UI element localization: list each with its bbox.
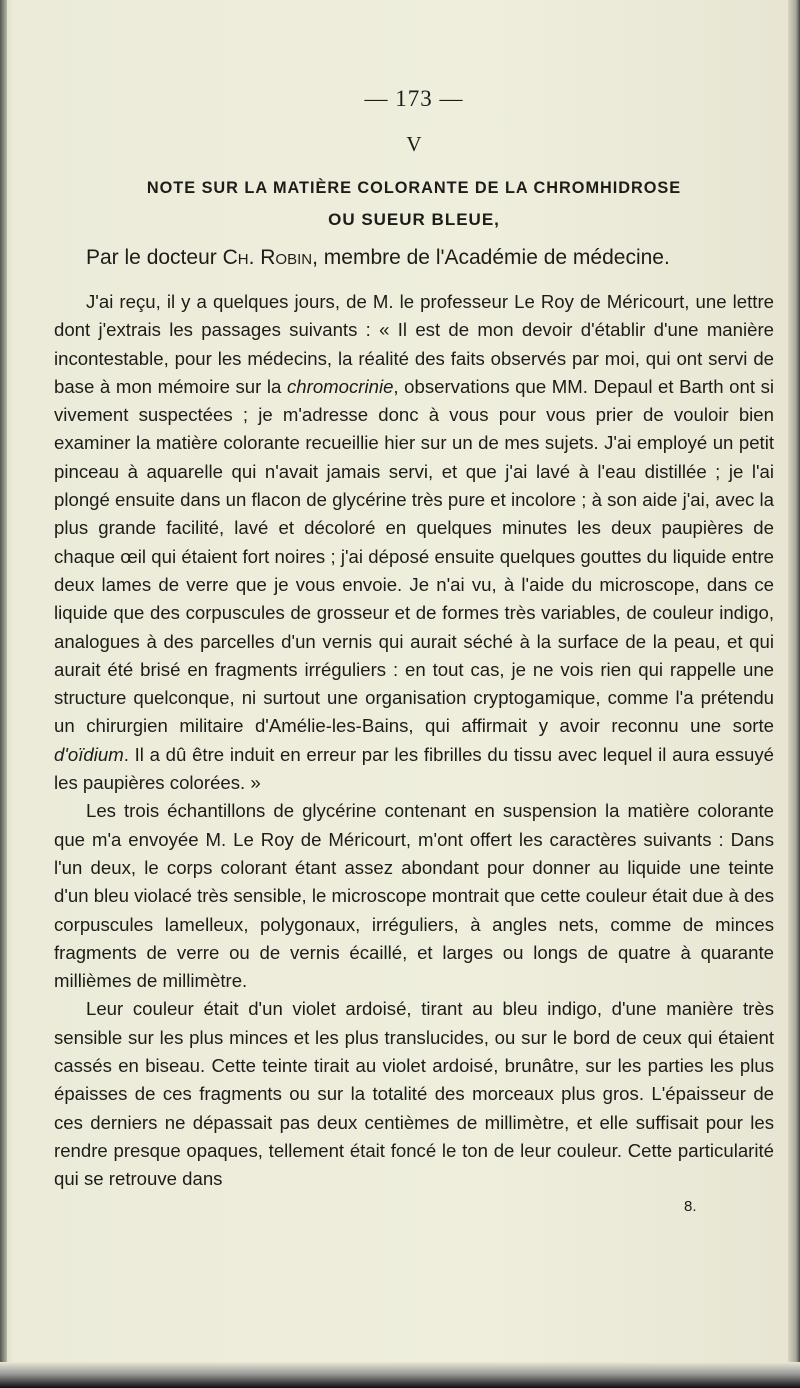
author-suffix: , membre de l'Académie de médecine.: [312, 246, 670, 269]
signature-mark: 8.: [684, 1198, 697, 1215]
paragraph-1-text-b: , observations que MM. Depaul et Barth ont si vivement suspectées ; je m'adresse donc à vous pour vous prier de vouloir bien examiner la matière colorante recueillie hier sur un de mes sujets. J'ai employé un petit pinceau à aquarelle qui n'avait jamais servi, et que j'ai lavé à l'eau distillée ; je l'ai plongé ensuite dans un flacon de glycérine très pure et incolore ; à son aide j'ai, avec la plus grande facilité, lavé et décoloré en quelques minutes les deux paupières de chaque œil qui étaient fort noires ; j'ai déposé ensuite quelques gouttes du liquide entre deux lames de verre que je vous envoie. Je n'ai vu, à l'aide du microscope, dans ce liquide que des corpuscules de grosseur et de formes très variables, de couleur indigo, analogues à des parcelles d'un vernis qui aurait séché à la surface de la peau, et qui aurait été brisé en fragments irréguliers : en tout cas, je ne vois rien qui rappelle une structure quelconque, ni surtout une organisation cryptogamique, comme l'a prétendu un chirurgien militaire d'Amélie-les-Bains, qui affirmait y avoir reconnu une sorte: [54, 375, 775, 737]
author-prefix: Par le docteur: [86, 246, 217, 269]
author-name: Ch. Robin: [222, 246, 313, 269]
author-line: [86, 246, 776, 270]
page-right-edge-shadow: [788, 0, 800, 1388]
page-bottom-edge-shadow: [0, 1362, 800, 1388]
page-number: — 173 —: [364, 86, 464, 111]
paragraph-1-italic-term-2: d'oïdium: [54, 743, 124, 765]
section-numeral: V: [406, 132, 422, 156]
note-title-line1: NOTE SUR LA MATIÈRE COLORANTE DE LA CHROMHIDROSE: [146, 178, 682, 197]
note-title-line2: OU SUEUR BLEUE,: [328, 210, 500, 229]
paragraph-1-text-a: J'ai reçu, il y a quelques jours, de M. le professeur Le Roy de Méricourt, une lettre dont j'extrais les passages suivants : « Il est de mon devoir d'établir d'une manière incontestable, pour les médecins, la réalité des faits observés par moi, qui ont servi de base à mon mémoire sur la: [54, 291, 774, 397]
paragraph-2: Les trois échantillons de glycérine contenant en suspension la matière colorante que m'a envoyée M. Le Roy de Méricourt, m'ont offert les caractères suivants : Dans l'un deux, le corps colorant étant assez abondant pour donner au liquide une teinte d'un bleu violacé très sensible, le microscope montrait que cette couleur était due à des corpuscules lamelleux, polygonaux, irréguliers, à angles nets, comme de minces fragments de verre ou de vernis écaillé, et larges ou longs de quatre à quarante millièmes de millimètre.: [54, 800, 774, 992]
paragraph-3: Leur couleur était d'un violet ardoisé, tirant au bleu indigo, d'une manière très sensible sur les plus minces et les plus translucides, ou sur le bord de ceux qui étaient cassés en biseau. Cette teinte tirait au violet ardoisé, brunâtre, sur les parties les plus épaisses de ces fragments ou sur la totalité des morceaux plus gros. L'épaisseur de ces derniers ne dépassait pas deux centièmes de millimètre, et elle suffisait pour les rendre presque opaques, tellement était foncé le ton de leur couleur. Cette particularité qui se retrouve dans: [54, 998, 774, 1190]
body-text: [54, 288, 774, 1194]
paragraph-1-text-c: . Il a dû être induit en erreur par les fibrilles du tissu avec lequel il aura essuyé les paupières colorées. »: [54, 743, 774, 794]
paragraph-1-italic-term: chromocrinie: [286, 375, 394, 397]
paragraph-1: [54, 288, 774, 797]
page-left-edge-shadow: [0, 0, 7, 1388]
